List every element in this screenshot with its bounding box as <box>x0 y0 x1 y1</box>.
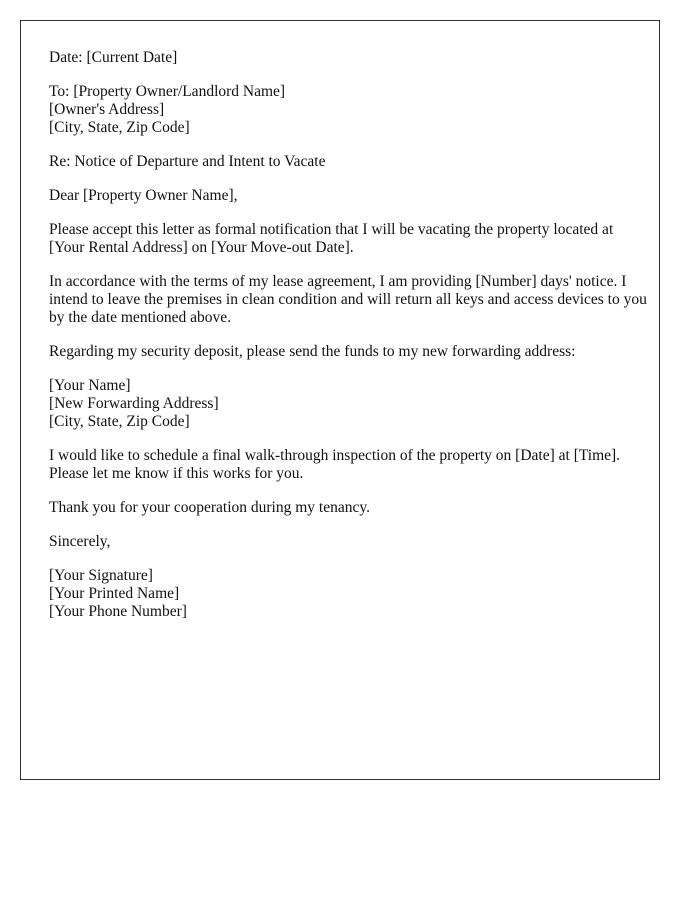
signature: [Your Signature] <box>49 567 153 584</box>
signature-block <box>49 567 649 621</box>
body-paragraph-walkthrough: I would like to schedule a final walk-through inspection of the property on [Date] at [Time]. Please let me know if this works for you. <box>49 447 621 482</box>
body-paragraph-notification: Please accept this letter as formal notification that I will be vacating the property located at [Your Rental Address] on [Your Move-out Date]. <box>49 221 614 256</box>
closing: Sincerely, <box>49 533 111 550</box>
recipient-address: [Owner's Address] <box>49 101 165 118</box>
letter-content <box>49 49 649 637</box>
phone-number: [Your Phone Number] <box>49 603 187 620</box>
body-paragraph-deposit: Regarding my security deposit, please send the funds to my new forwarding address: <box>49 343 576 360</box>
subject-line: Re: Notice of Departure and Intent to Vacate <box>49 153 326 170</box>
forwarding-address: [New Forwarding Address] <box>49 395 219 412</box>
date-line: Date: [Current Date] <box>49 49 178 66</box>
salutation: Dear [Property Owner Name], <box>49 187 238 204</box>
recipient-name: To: [Property Owner/Landlord Name] <box>49 83 286 100</box>
recipient-city-state-zip: [City, State, Zip Code] <box>49 119 190 136</box>
forwarding-city-state-zip: [City, State, Zip Code] <box>49 413 190 430</box>
letter-page <box>20 20 660 780</box>
body-paragraph-thanks: Thank you for your cooperation during my tenancy. <box>49 499 370 516</box>
printed-name: [Your Printed Name] <box>49 585 180 602</box>
forwarding-name: [Your Name] <box>49 377 131 394</box>
recipient-block <box>49 83 649 137</box>
forwarding-address-block <box>49 377 649 431</box>
body-paragraph-notice-period: In accordance with the terms of my lease agreement, I am providing [Number] days' notice. I intend to leave the premises in clean condition and will return all keys and access devices to you by the date mentioned above. <box>49 273 647 326</box>
